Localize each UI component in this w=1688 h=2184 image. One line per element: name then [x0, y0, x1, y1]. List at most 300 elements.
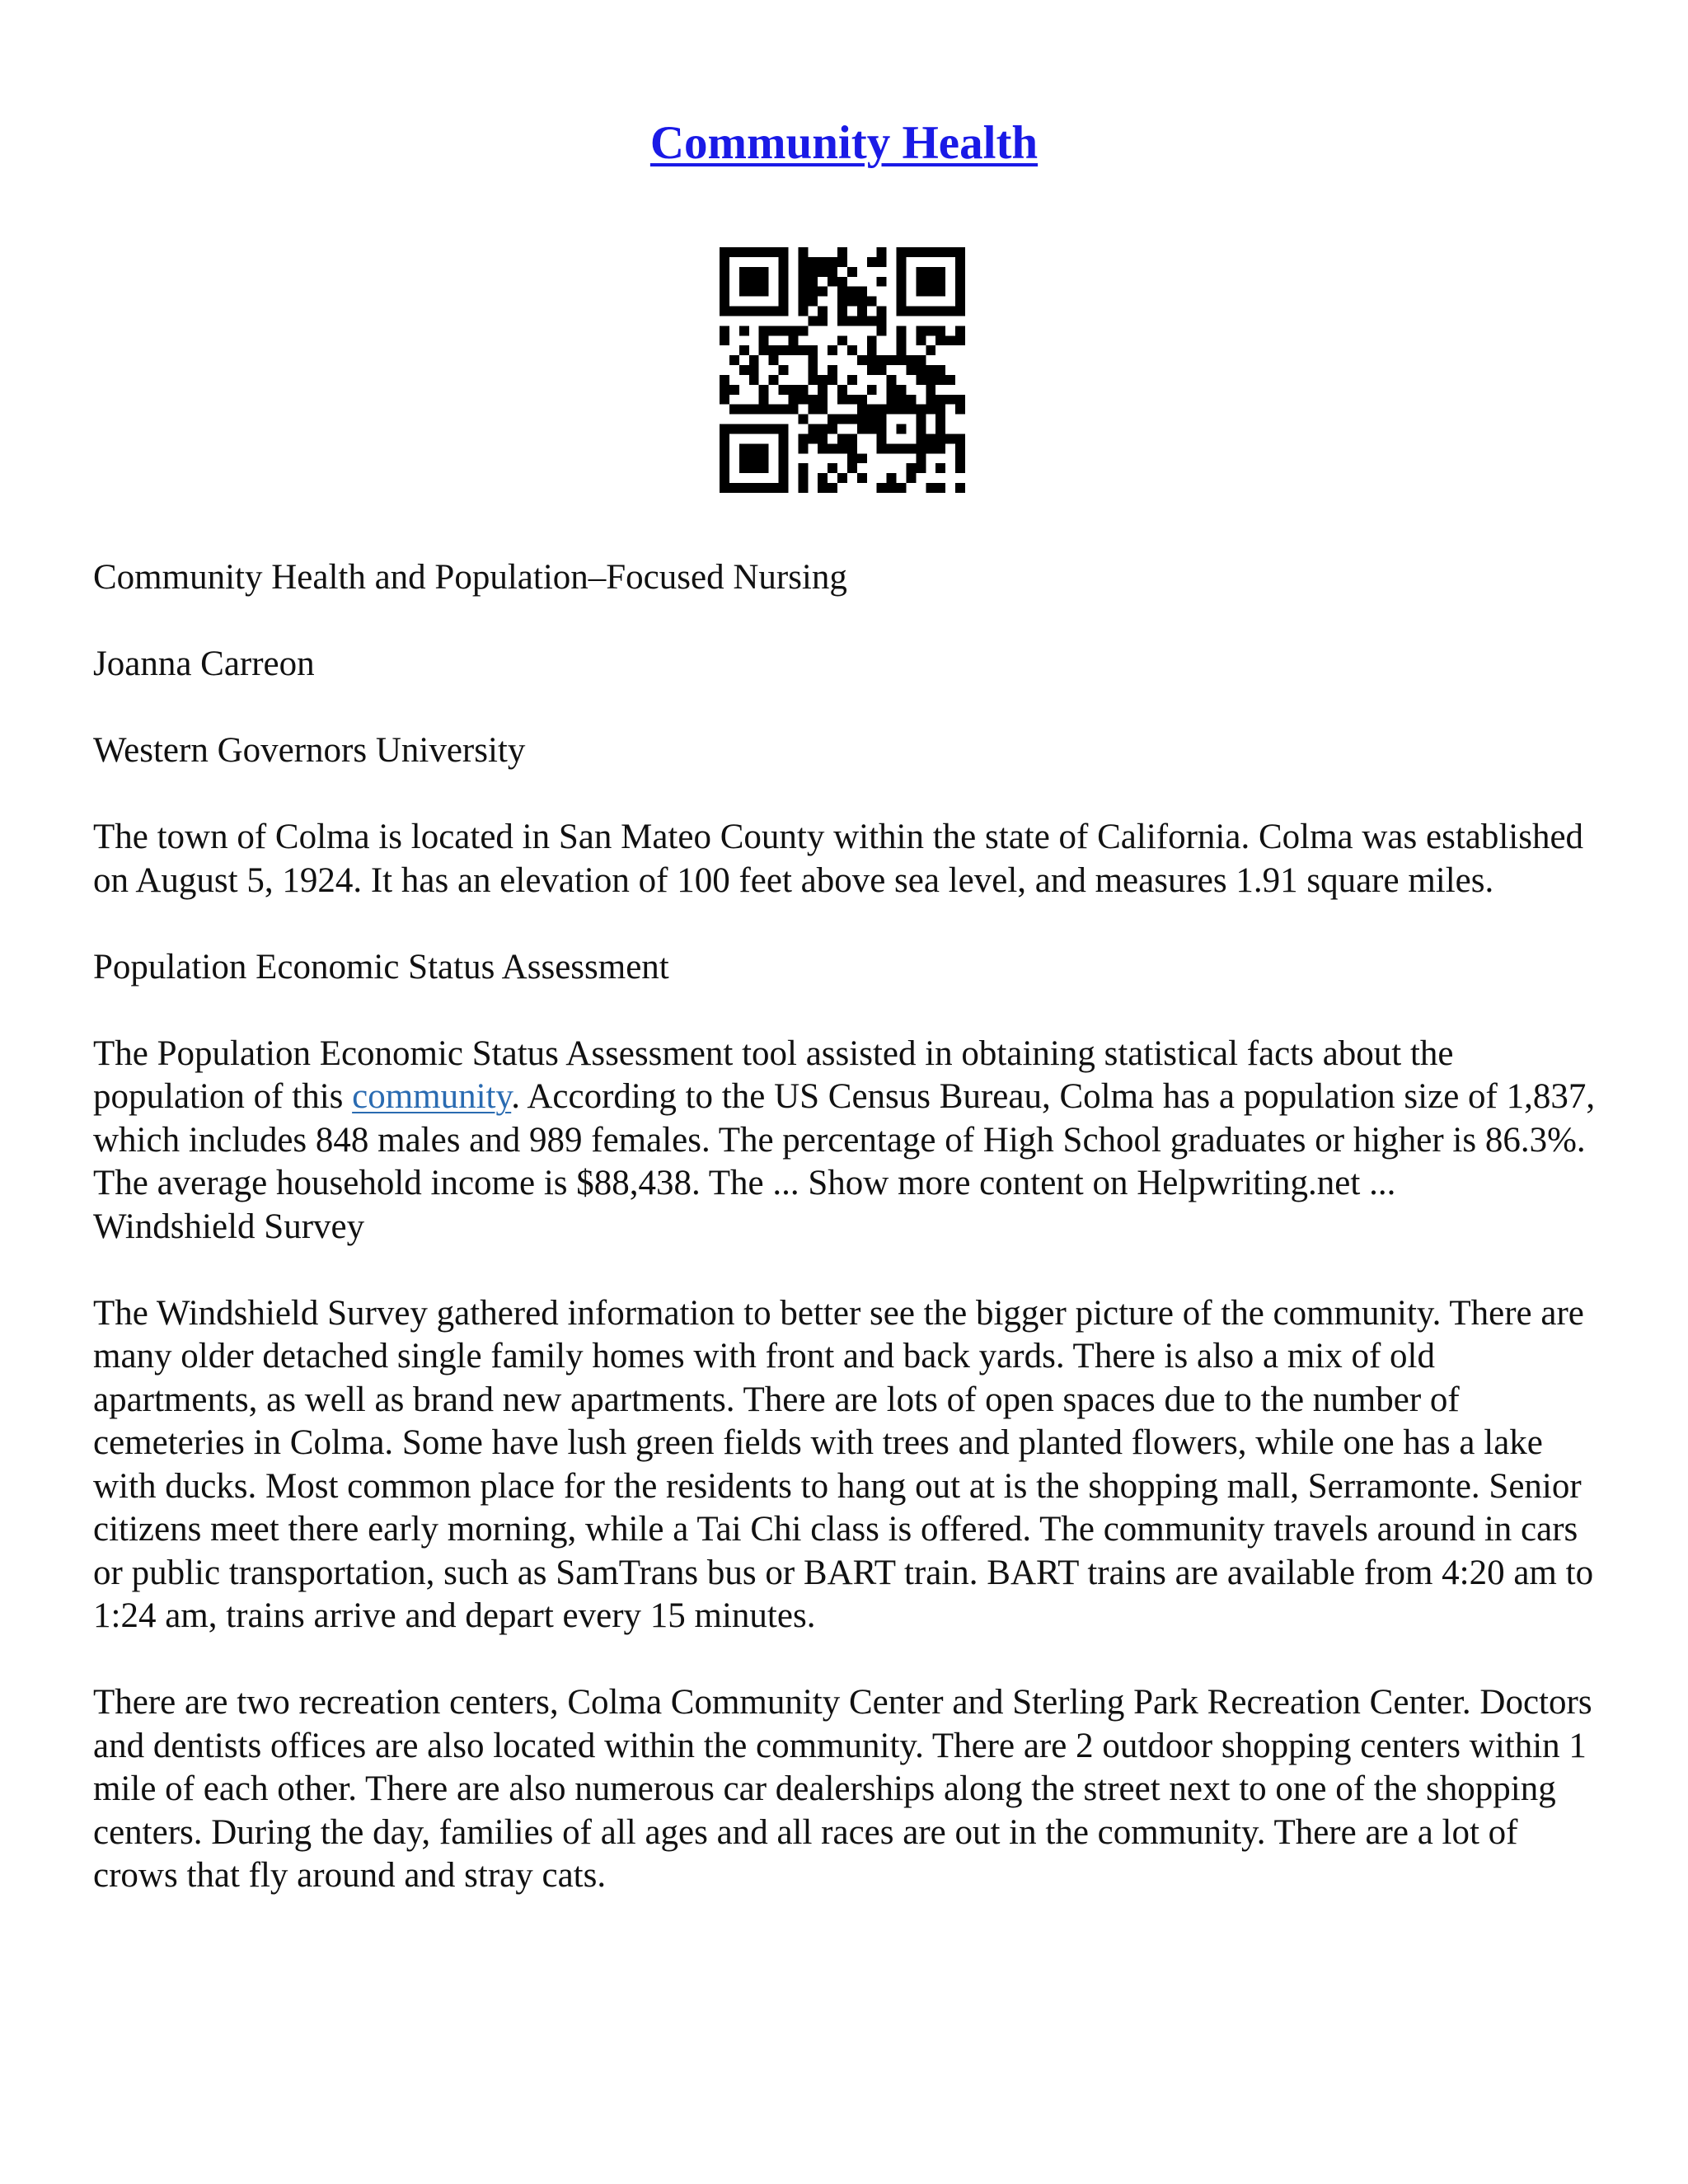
- qr-module: [720, 453, 729, 463]
- qr-module: [945, 434, 955, 443]
- qr-module: [798, 443, 808, 453]
- qr-module: [926, 405, 935, 415]
- qr-module: [759, 277, 769, 287]
- qr-module: [945, 395, 955, 405]
- qr-module: [897, 297, 907, 307]
- qr-module: [857, 316, 867, 326]
- qr-module: [779, 326, 789, 335]
- qr-module: [887, 483, 897, 493]
- qr-module: [808, 434, 818, 443]
- qr-module: [749, 277, 759, 287]
- qr-module: [720, 277, 729, 287]
- qr-module: [877, 277, 887, 287]
- qr-module: [788, 335, 798, 345]
- institution-name: Western Governors University: [93, 731, 526, 770]
- qr-module: [759, 267, 769, 277]
- qr-module: [798, 277, 808, 287]
- qr-module: [916, 307, 926, 316]
- qr-module: [847, 453, 857, 463]
- qr-module: [847, 267, 857, 277]
- qr-module: [798, 345, 808, 355]
- qr-module: [729, 355, 739, 365]
- qr-module: [798, 385, 808, 395]
- qr-module: [788, 345, 798, 355]
- qr-module: [837, 443, 847, 453]
- qr-module: [739, 247, 749, 257]
- qr-module: [916, 463, 926, 473]
- qr-module: [818, 385, 828, 395]
- qr-module: [867, 385, 877, 395]
- qr-module: [828, 415, 837, 424]
- qr-module: [897, 267, 907, 277]
- qr-module: [847, 415, 857, 424]
- qr-module: [916, 247, 926, 257]
- qr-module: [916, 415, 926, 424]
- qr-module: [867, 424, 877, 434]
- qr-module: [857, 453, 867, 463]
- qr-module: [720, 443, 729, 453]
- qr-module: [926, 247, 935, 257]
- qr-module: [897, 247, 907, 257]
- qr-module: [749, 405, 759, 415]
- author-name: Joanna Carreon: [93, 644, 315, 683]
- qr-module: [837, 385, 847, 395]
- qr-module: [887, 375, 897, 385]
- qr-module: [897, 287, 907, 297]
- qr-module: [897, 395, 907, 405]
- section-heading-economic: Population Economic Status Assessment: [93, 947, 669, 987]
- qr-module: [759, 385, 769, 395]
- qr-module: [798, 257, 808, 267]
- qr-module: [808, 345, 818, 355]
- qr-module: [935, 405, 945, 415]
- qr-module: [837, 297, 847, 307]
- qr-module: [818, 443, 828, 453]
- qr-module: [867, 415, 877, 424]
- qr-module: [935, 307, 945, 316]
- qr-module: [857, 473, 867, 483]
- qr-module: [897, 257, 907, 267]
- qr-module: [759, 395, 769, 405]
- qr-module: [759, 335, 769, 345]
- qr-module: [926, 365, 935, 375]
- qr-module: [798, 434, 808, 443]
- qr-module: [926, 277, 935, 287]
- qr-module: [769, 405, 779, 415]
- intro-paragraph: The town of Colma is located in San Mateo County within the state of California. Colma was established on August 5, 1924. It has an elevation of 100 feet above sea level, and measures 1.91 square miles.: [93, 818, 1584, 900]
- qr-module: [808, 365, 818, 375]
- qr-module: [877, 415, 887, 424]
- qr-module: [955, 443, 965, 453]
- qr-module: [847, 316, 857, 326]
- qr-module: [779, 443, 789, 453]
- qr-module: [759, 405, 769, 415]
- qr-module: [906, 307, 916, 316]
- qr-module: [739, 443, 749, 453]
- qr-module: [788, 326, 798, 335]
- qr-module: [897, 385, 907, 395]
- qr-module: [935, 415, 945, 424]
- qr-module: [828, 483, 837, 493]
- qr-module: [955, 434, 965, 443]
- qr-module: [720, 395, 729, 405]
- qr-module: [808, 405, 818, 415]
- qr-module: [906, 355, 916, 365]
- qr-code-graphic: [720, 247, 965, 493]
- qr-module: [788, 385, 798, 395]
- qr-module: [739, 345, 749, 355]
- qr-module: [906, 473, 916, 483]
- qr-module: [847, 287, 857, 297]
- qr-module: [808, 316, 818, 326]
- qr-module: [828, 463, 837, 473]
- qr-module: [749, 463, 759, 473]
- qr-module: [906, 247, 916, 257]
- qr-module: [916, 355, 926, 365]
- qr-module: [916, 424, 926, 434]
- qr-module: [759, 307, 769, 316]
- qr-module: [769, 247, 779, 257]
- qr-module: [808, 297, 818, 307]
- qr-module: [798, 395, 808, 405]
- qr-module: [955, 326, 965, 335]
- qr-module: [935, 247, 945, 257]
- qr-module: [847, 297, 857, 307]
- qr-module: [906, 365, 916, 375]
- qr-module: [877, 405, 887, 415]
- qr-module: [955, 277, 965, 287]
- qr-module: [897, 307, 907, 316]
- qr-module: [739, 453, 749, 463]
- qr-module: [808, 424, 818, 434]
- qr-module: [897, 483, 907, 493]
- qr-module: [779, 434, 789, 443]
- qr-module: [828, 257, 837, 267]
- qr-module: [857, 355, 867, 365]
- qr-module: [720, 297, 729, 307]
- qr-module: [720, 434, 729, 443]
- section-heading-windshield: Windshield Survey: [93, 1207, 365, 1246]
- qr-module: [897, 326, 907, 335]
- qr-module: [847, 463, 857, 473]
- qr-module: [749, 424, 759, 434]
- qr-module: [847, 434, 857, 443]
- qr-module: [837, 287, 847, 297]
- qr-module: [857, 424, 867, 434]
- qr-module: [720, 375, 729, 385]
- qr-module: [897, 277, 907, 287]
- qr-module: [847, 345, 857, 355]
- qr-module: [818, 375, 828, 385]
- qr-module: [847, 395, 857, 405]
- qr-module: [857, 307, 867, 316]
- qr-module: [729, 307, 739, 316]
- qr-module: [759, 453, 769, 463]
- qr-module: [739, 277, 749, 287]
- qr-module: [798, 287, 808, 297]
- qr-module: [779, 247, 789, 257]
- qr-module: [926, 395, 935, 405]
- qr-module: [935, 287, 945, 297]
- qr-module: [916, 443, 926, 453]
- qr-module: [749, 247, 759, 257]
- qr-module: [779, 365, 789, 375]
- qr-module: [877, 424, 887, 434]
- qr-module: [916, 365, 926, 375]
- qr-module: [739, 463, 749, 473]
- title-link[interactable]: Community Health: [649, 117, 1039, 169]
- qr-module: [926, 443, 935, 453]
- qr-module: [818, 267, 828, 277]
- qr-module: [779, 345, 789, 355]
- qr-module: [818, 434, 828, 443]
- qr-module: [720, 463, 729, 473]
- qr-module: [798, 307, 808, 316]
- qr-module: [877, 355, 887, 365]
- qr-module: [759, 326, 769, 335]
- qr-module: [916, 277, 926, 287]
- qr-module: [769, 307, 779, 316]
- qr-module: [729, 405, 739, 415]
- qr-module: [935, 335, 945, 345]
- qr-module: [749, 453, 759, 463]
- qr-module: [955, 267, 965, 277]
- qr-module: [935, 434, 945, 443]
- qr-module: [798, 483, 808, 493]
- qr-module: [955, 307, 965, 316]
- qr-module: [935, 424, 945, 434]
- qr-module: [935, 365, 945, 375]
- qr-module: [887, 385, 897, 395]
- qr-module: [759, 424, 769, 434]
- qr-module: [818, 473, 828, 483]
- qr-module: [739, 365, 749, 375]
- qr-module: [897, 355, 907, 365]
- qr-module: [739, 287, 749, 297]
- qr-module: [798, 415, 808, 424]
- qr-module: [955, 405, 965, 415]
- qr-module: [779, 297, 789, 307]
- qr-module: [955, 247, 965, 257]
- qr-module: [818, 405, 828, 415]
- qr-module: [739, 424, 749, 434]
- qr-module: [955, 395, 965, 405]
- qr-module: [887, 395, 897, 405]
- qr-module: [739, 405, 749, 415]
- qr-module: [916, 405, 926, 415]
- qr-module: [749, 307, 759, 316]
- qr-module: [897, 345, 907, 355]
- qr-module: [739, 267, 749, 277]
- qr-module: [720, 287, 729, 297]
- qr-module: [779, 473, 789, 483]
- qr-module: [828, 345, 837, 355]
- qr-module: [897, 443, 907, 453]
- qr-module: [945, 307, 955, 316]
- economic-text-start: The Population Economic Status Assessment tool assisted in obtaining statistical facts about the population of this: [93, 1033, 1454, 1116]
- qr-module: [798, 326, 808, 335]
- qr-module: [916, 326, 926, 335]
- qr-module: [788, 395, 798, 405]
- qr-module: [779, 257, 789, 267]
- qr-module: [935, 395, 945, 405]
- qr-module: [926, 326, 935, 335]
- qr-module: [759, 443, 769, 453]
- qr-module: [749, 443, 759, 453]
- qr-module: [916, 335, 926, 345]
- qr-module: [759, 463, 769, 473]
- qr-module: [769, 326, 779, 335]
- qr-module: [759, 287, 769, 297]
- qr-module: [739, 307, 749, 316]
- qr-module: [720, 267, 729, 277]
- qr-module: [867, 257, 877, 267]
- qr-module: [818, 483, 828, 493]
- community-link[interactable]: community: [352, 1077, 512, 1116]
- qr-module: [798, 247, 808, 257]
- qr-module: [837, 434, 847, 443]
- qr-module: [769, 424, 779, 434]
- qr-module: [798, 463, 808, 473]
- qr-module: [779, 277, 789, 287]
- qr-module: [798, 473, 808, 483]
- qr-module: [779, 405, 789, 415]
- qr-module: [818, 307, 828, 316]
- qr-module: [916, 267, 926, 277]
- qr-module: [955, 453, 965, 463]
- qr-module: [857, 287, 867, 297]
- qr-module: [926, 345, 935, 355]
- qr-module: [877, 307, 887, 316]
- page-title: [0, 114, 1688, 173]
- qr-module: [955, 257, 965, 267]
- qr-module: [828, 267, 837, 277]
- document-subtitle: Community Health and Population–Focused Nursing: [93, 558, 847, 597]
- qr-module: [828, 277, 837, 287]
- qr-module: [749, 375, 759, 385]
- qr-module: [916, 434, 926, 443]
- windshield-paragraph-2: There are two recreation centers, Colma Community Center and Sterling Park Recreation Center. Doctors and dentists offices are also located within the community. There are 2 outdoor shopping centers within 1 mile of each other. There are also numerous car dealerships along the street next to one of the shopping centers. During the day, families of all ages and all races are out in the community. There are a lot of crows that fly around and stray cats.: [93, 1683, 1592, 1895]
- qr-module: [887, 405, 897, 415]
- qr-module: [720, 473, 729, 483]
- qr-module: [857, 415, 867, 424]
- document-body: [93, 556, 1601, 1941]
- qr-module: [837, 257, 847, 267]
- qr-module: [926, 434, 935, 443]
- qr-module: [847, 443, 857, 453]
- qr-module: [955, 297, 965, 307]
- qr-module: [935, 483, 945, 493]
- qr-module: [877, 257, 887, 267]
- qr-module: [926, 307, 935, 316]
- qr-module: [867, 297, 877, 307]
- qr-module: [837, 247, 847, 257]
- economic-text-end: . According to the US Census Bureau, Colma has a population size of 1,837, which includes 848 males and 989 females. The percentage of High School graduates or higher is 86.3%. The average household income is $88,438. The ... Show more content on Helpwriting.net ...: [93, 1077, 1596, 1202]
- qr-module: [749, 365, 759, 375]
- qr-module: [798, 297, 808, 307]
- qr-module: [867, 345, 877, 355]
- qr-module: [729, 385, 739, 395]
- qr-module: [867, 355, 877, 365]
- qr-module: [739, 326, 749, 335]
- qr-module: [867, 335, 877, 345]
- qr-module: [877, 434, 887, 443]
- qr-module: [818, 287, 828, 297]
- qr-module: [887, 443, 897, 453]
- qr-module: [906, 443, 916, 453]
- qr-code-image[interactable]: [720, 247, 965, 493]
- qr-module: [847, 375, 857, 385]
- qr-module: [935, 375, 945, 385]
- qr-module: [779, 453, 789, 463]
- qr-module: [897, 424, 907, 434]
- qr-module: [729, 247, 739, 257]
- qr-module: [926, 267, 935, 277]
- qr-module: [769, 483, 779, 493]
- qr-module: [867, 365, 877, 375]
- qr-module: [926, 287, 935, 297]
- qr-module: [779, 463, 789, 473]
- qr-module: [759, 247, 769, 257]
- qr-module: [935, 277, 945, 287]
- qr-module: [877, 316, 887, 326]
- qr-module: [945, 335, 955, 345]
- qr-module: [935, 463, 945, 473]
- qr-module: [916, 287, 926, 297]
- qr-module: [788, 405, 798, 415]
- qr-module: [935, 267, 945, 277]
- qr-module: [729, 424, 739, 434]
- qr-module: [955, 287, 965, 297]
- qr-module: [837, 395, 847, 405]
- qr-module: [926, 483, 935, 493]
- qr-module: [887, 355, 897, 365]
- qr-module: [808, 395, 818, 405]
- qr-module: [769, 345, 779, 355]
- qr-module: [857, 395, 867, 405]
- qr-module: [818, 395, 828, 405]
- qr-module: [808, 267, 818, 277]
- qr-module: [877, 247, 887, 257]
- qr-module: [779, 483, 789, 493]
- qr-module: [906, 395, 916, 405]
- qr-module: [906, 463, 916, 473]
- qr-module: [720, 335, 729, 345]
- qr-module: [798, 267, 808, 277]
- qr-module: [720, 257, 729, 267]
- qr-module: [749, 355, 759, 365]
- qr-module: [916, 375, 926, 385]
- qr-module: [828, 424, 837, 434]
- qr-module: [926, 375, 935, 385]
- qr-module: [779, 307, 789, 316]
- qr-module: [808, 277, 818, 287]
- qr-module: [877, 483, 887, 493]
- qr-module: [808, 355, 818, 365]
- qr-module: [808, 287, 818, 297]
- qr-module: [818, 316, 828, 326]
- qr-module: [720, 326, 729, 335]
- qr-module: [779, 424, 789, 434]
- qr-module: [945, 247, 955, 257]
- qr-module: [720, 247, 729, 257]
- qr-module: [857, 405, 867, 415]
- qr-module: [828, 375, 837, 385]
- qr-module: [877, 326, 887, 335]
- qr-module: [837, 277, 847, 287]
- qr-module: [779, 267, 789, 277]
- qr-module: [759, 483, 769, 493]
